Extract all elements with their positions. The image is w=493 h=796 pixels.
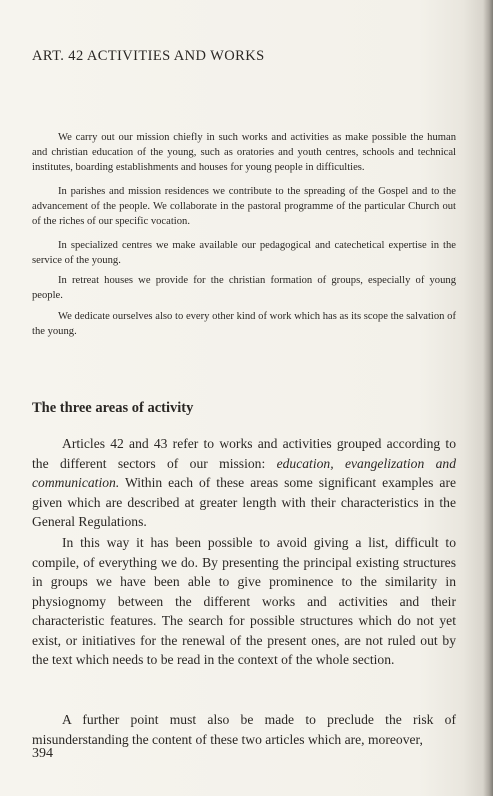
commentary-text: Within each of these areas some significant examples are given which are described at greater length with their characteristics in the General Regulations. [32,475,456,529]
page-edge-shadow [483,0,493,796]
commentary-paragraph [32,434,456,532]
rule-paragraph-text: In parishes and mission residences we contribute to the spreading of the Gospel and to the advancement of the people. We collaborate in the pastoral programme of the particular Church out of the riches of our specific vocation. [32,186,456,227]
commentary-text: In this way it has been possible to avoid giving a list, difficult to compile, of everything we do. By presenting the principal existing structures in groups we have been able to give prominence to the similarity in physiognomy between the different works and activities and their characteristic features. The search for possible structures which do not yet exist, or initiatives for the renewal of the present ones, are not ruled out by the text which needs to be read in the context of the whole section. [32,535,456,667]
rule-paragraph [32,130,456,175]
commentary-paragraph [32,710,456,749]
rule-paragraph [32,309,456,339]
rule-paragraph-text: In retreat houses we provide for the christian formation of groups, especially of young people. [32,275,456,301]
section-heading: The three areas of activity [32,400,194,416]
commentary-text: A further point must also be made to preclude the risk of misunderstanding the content of these two articles which are, moreover, [32,712,456,747]
rule-paragraph [32,273,456,303]
page-number: 394 [32,746,53,761]
article-title: ART. 42 ACTIVITIES AND WORKS [32,48,265,64]
commentary-text: Articles 42 and 43 refer to works and activities grouped according to the different sectors of our mission: [32,436,456,471]
commentary-paragraph [32,533,456,670]
rule-paragraph-text: We dedicate ourselves also to every other kind of work which has as its scope the salvation of the young. [32,311,456,337]
commentary-emphasis: education, evangelization and communication. [32,455,456,490]
rule-paragraph-text: In specialized centres we make available our pedagogical and catechetical expertise in the service of the young. [32,240,456,266]
rule-paragraph-text: We carry out our mission chiefly in such works and activities as make possible the human and christian education of the young, such as oratories and youth centres, schools and technical institutes, boarding establishments and houses for young people in difficulties. [32,132,456,173]
rule-paragraph [32,238,456,268]
rule-paragraph [32,184,456,229]
